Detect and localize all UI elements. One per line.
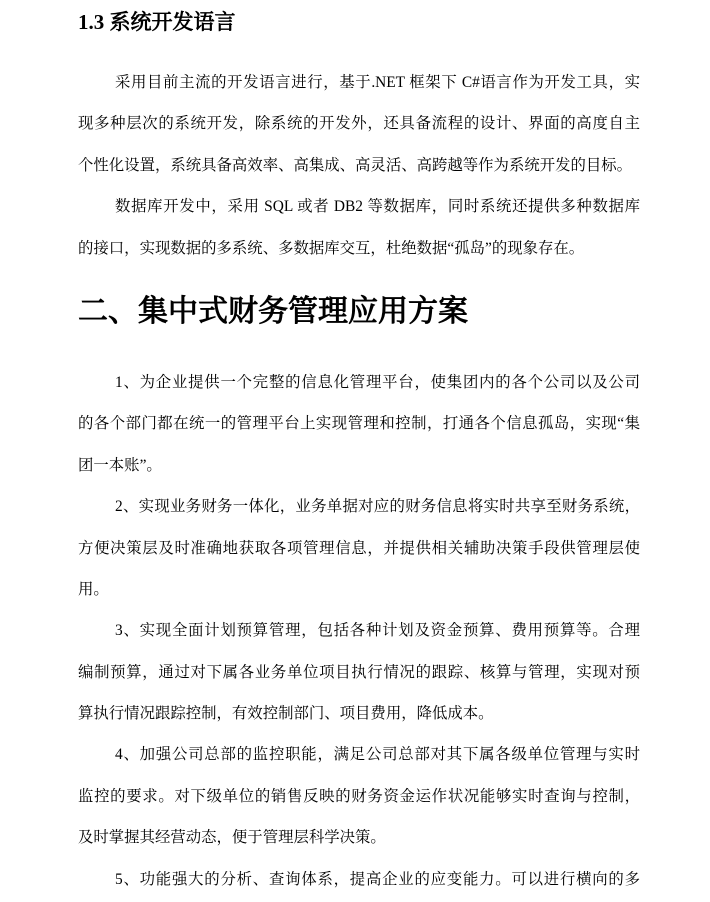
- paragraph-line: 算执行情况跟踪控制，有效控制部门、项目费用，降低成本。: [78, 705, 494, 723]
- paragraph-line: 2、实现业务财务一体化，业务单据对应的财务信息将实时共享至财务系统，: [115, 498, 640, 516]
- paragraph-line: 现多种层次的系统开发，除系统的开发外，还具备流程的设计、界面的高度自主: [78, 115, 640, 133]
- paragraph-line: 团一本账”。: [78, 456, 162, 474]
- paragraph-item-1: [78, 362, 640, 486]
- paragraph-item-4: [78, 734, 640, 858]
- section-heading: 1.3 系统开发语言: [78, 10, 236, 34]
- paragraph-line: 5、功能强大的分析、查询体系，提高企业的应变能力。可以进行横向的多: [115, 870, 640, 888]
- paragraph-line: 用。: [78, 580, 109, 598]
- paragraph-line: 方便决策层及时准确地获取各项管理信息，并提供相关辅助决策手段供管理层使: [78, 539, 640, 557]
- paragraph-line: 的各个部门都在统一的管理平台上实现管理和控制，打通各个信息孤岛，实现“集: [78, 415, 640, 433]
- paragraph-line: 3、实现全面计划预算管理，包括各种计划及资金预算、费用预算等。合理: [115, 622, 640, 640]
- paragraph-line: 个性化设置，系统具备高效率、高集成、高灵活、高跨越等作为系统开发的目标。: [78, 156, 633, 174]
- paragraph-line: 4、加强公司总部的监控职能，满足公司总部对其下属各级单位管理与实时: [115, 746, 640, 764]
- paragraph-item-5: [78, 859, 640, 900]
- paragraph-line: 1、为企业提供一个完整的信息化管理平台，使集团内的各个公司以及公司: [115, 373, 640, 391]
- paragraph-item-3: [78, 610, 640, 734]
- chapter-heading: 二、集中式财务管理应用方案: [78, 294, 468, 328]
- paragraph-line: 编制预算，通过对下属各业务单位项目执行情况的跟踪、核算与管理，实现对预: [78, 663, 640, 681]
- paragraph-database: [78, 186, 640, 269]
- paragraph-line: 及时掌握其经营动态，便于管理层科学决策。: [78, 829, 386, 847]
- paragraph-dev-language: [78, 62, 640, 186]
- paragraph-line: 监控的要求。对下级单位的销售反映的财务资金运作状况能够实时查询与控制，: [78, 787, 640, 805]
- paragraph-line: 数据库开发中，采用 SQL 或者 DB2 等数据库，同时系统还提供多种数据库: [115, 198, 640, 216]
- paragraph-line: 采用目前主流的开发语言进行，基于.NET 框架下 C#语言作为开发工具，实: [115, 74, 640, 91]
- paragraph-line: 的接口，实现数据的多系统、多数据库交互，杜绝数据“孤岛”的现象存在。: [78, 239, 585, 257]
- paragraph-item-2: [78, 486, 640, 610]
